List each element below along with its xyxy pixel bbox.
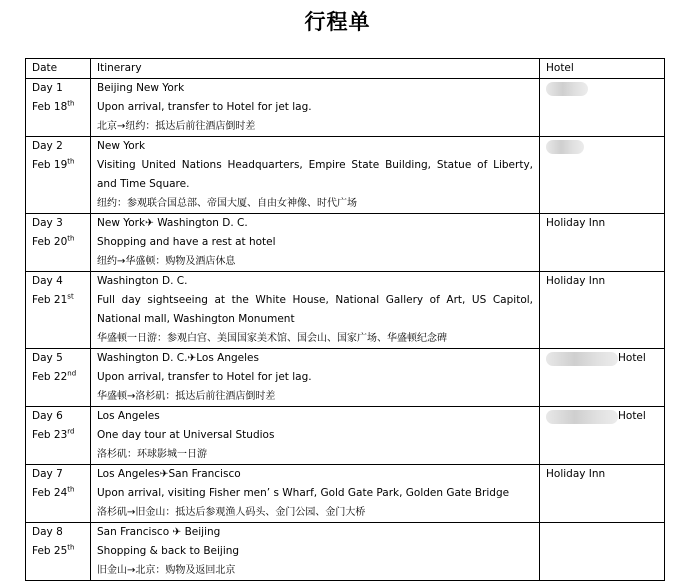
- date-suffix: th: [67, 157, 75, 166]
- day-label: Day 8: [32, 526, 63, 538]
- route-text: Beijing New York: [97, 82, 185, 94]
- description-text: One day tour at Universal Studios: [97, 429, 275, 441]
- day-label: Day 6: [32, 410, 63, 422]
- redacted-hotel-name: [546, 352, 618, 366]
- hotel-cell: [540, 407, 665, 465]
- itinerary-cell: [91, 523, 540, 581]
- day-label: Day 7: [32, 468, 63, 480]
- table-row: [26, 137, 665, 214]
- date-label: Feb 18th: [32, 99, 75, 113]
- date-label: Feb 22nd: [32, 369, 77, 383]
- header-itinerary: Itinerary: [91, 59, 540, 79]
- table-row: [26, 465, 665, 523]
- table-row: [26, 407, 665, 465]
- chinese-description: 北京→纽约：抵达后前往酒店倒时差: [97, 121, 256, 132]
- date-suffix: th: [67, 234, 75, 243]
- table-row: [26, 523, 665, 581]
- day-label: Day 3: [32, 217, 63, 229]
- route-text: San Francisco ✈ Beijing: [97, 526, 221, 538]
- date-cell: [26, 214, 91, 272]
- hotel-cell: [540, 349, 665, 407]
- route-text: New York✈ Washington D. C.: [97, 217, 248, 229]
- itinerary-cell: [91, 137, 540, 214]
- date-suffix: st: [67, 292, 74, 301]
- date-cell: [26, 137, 91, 214]
- header-date: Date: [26, 59, 91, 79]
- route-text: Washington D. C.: [97, 275, 188, 287]
- hotel-name: Hotel: [618, 352, 646, 364]
- itinerary-cell: [91, 272, 540, 349]
- itinerary-cell: [91, 407, 540, 465]
- day-label: Day 4: [32, 275, 63, 287]
- header-hotel: Hotel: [540, 59, 665, 79]
- hotel-name: Hotel: [618, 410, 646, 422]
- route-text: New York: [97, 140, 146, 152]
- redacted-hotel-name: [546, 82, 588, 96]
- chinese-description: 洛杉矶→旧金山：抵达后参观渔人码头、金门公园、金门大桥: [97, 507, 366, 518]
- date-label: Feb 19th: [32, 157, 75, 171]
- hotel-cell: [540, 272, 665, 349]
- redacted-hotel-name: [546, 140, 584, 154]
- table-row: [26, 214, 665, 272]
- day-label: Day 5: [32, 352, 63, 364]
- hotel-cell: [540, 523, 665, 581]
- date-label: Feb 24th: [32, 485, 75, 499]
- date-suffix: th: [67, 543, 75, 552]
- table-row: [26, 272, 665, 349]
- table-row: [26, 79, 665, 137]
- chinese-description: 华盛顿→洛杉矶：抵达后前往酒店倒时差: [97, 391, 276, 402]
- chinese-description: 华盛顿一日游：参观白宫、美国国家美术馆、国会山、国家广场、华盛顿纪念碑: [97, 333, 447, 344]
- day-label: Day 1: [32, 82, 63, 94]
- hotel-cell: [540, 214, 665, 272]
- document-title: 行程单: [304, 9, 371, 34]
- date-suffix: nd: [67, 369, 77, 378]
- chinese-description: 纽约：参观联合国总部、帝国大厦、自由女神像、时代广场: [97, 198, 357, 209]
- redacted-hotel-name: [546, 410, 618, 424]
- chinese-description: 旧金山→北京：购物及返回北京: [97, 565, 236, 576]
- date-cell: [26, 349, 91, 407]
- description-text: Upon arrival, transfer to Hotel for jet lag.: [97, 101, 312, 113]
- hotel-cell: [540, 137, 665, 214]
- description-text: Upon arrival, visiting Fisher men’ s Wharf, Gold Gate Park, Golden Gate Bridge: [97, 487, 510, 499]
- table-header-row: [26, 59, 665, 79]
- date-cell: [26, 79, 91, 137]
- itinerary-cell: [91, 465, 540, 523]
- date-suffix: th: [67, 485, 75, 494]
- date-label: Feb 25th: [32, 543, 75, 557]
- date-label: Feb 21st: [32, 292, 74, 306]
- date-suffix: th: [67, 99, 75, 108]
- itinerary-table: [25, 58, 665, 581]
- date-cell: [26, 407, 91, 465]
- chinese-description: 纽约→华盛顿：购物及酒店休息: [97, 256, 236, 267]
- date-label: Feb 23rd: [32, 427, 75, 441]
- description-text: Visiting United Nations Headquarters, Empire State Building, Statue of Liberty, and Time Square.: [97, 159, 533, 190]
- date-cell: [26, 465, 91, 523]
- date-suffix: rd: [67, 427, 75, 436]
- hotel-cell: [540, 465, 665, 523]
- route-text: Washington D. C.✈Los Angeles: [97, 352, 259, 364]
- hotel-name: Holiday Inn: [546, 217, 606, 229]
- hotel-name: Holiday Inn: [546, 275, 606, 287]
- table-row: [26, 349, 665, 407]
- hotel-cell: [540, 79, 665, 137]
- itinerary-cell: [91, 349, 540, 407]
- itinerary-cell: [91, 214, 540, 272]
- date-cell: [26, 523, 91, 581]
- date-label: Feb 20th: [32, 234, 75, 248]
- hotel-name: Holiday Inn: [546, 468, 606, 480]
- description-text: Shopping & back to Beijing: [97, 545, 240, 557]
- description-text: Full day sightseeing at the White House, National Gallery of Art, US Capitol, National mall, Washington Monument: [97, 294, 533, 325]
- description-text: Shopping and have a rest at hotel: [97, 236, 276, 248]
- itinerary-cell: [91, 79, 540, 137]
- route-text: Los Angeles: [97, 410, 160, 422]
- description-text: Upon arrival, transfer to Hotel for jet lag.: [97, 371, 312, 383]
- date-cell: [26, 272, 91, 349]
- chinese-description: 洛杉矶：环球影城一日游: [97, 449, 207, 460]
- day-label: Day 2: [32, 140, 63, 152]
- route-text: Los Angeles✈San Francisco: [97, 468, 241, 480]
